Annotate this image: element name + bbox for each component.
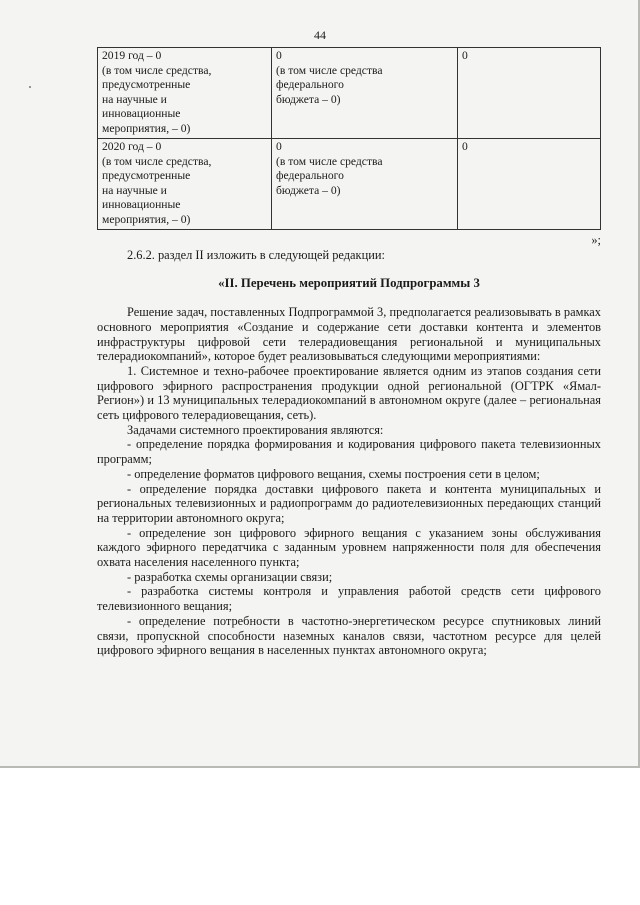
- task-item: - определение форматов цифрового вещания, схемы построения сети в целом;: [127, 466, 540, 481]
- cell-line: на научные и: [102, 92, 167, 106]
- paragraph: Решение задач, поставленных Подпрограммой 3, предполагается реализовывать в рамках основного мероприятия «Создание и содержание сети доставки контента и элементов инфраструктуры цифровой сети телерадиовещания региональной и муниципальных телерадиокомпаний», которое будет реализовываться следующими мероприятиями:: [97, 305, 601, 364]
- cell-line: федерального: [276, 78, 344, 91]
- amendment-line: 2.6.2. раздел II изложить в следующей редакции:: [127, 247, 385, 262]
- cell-line: 0: [462, 49, 468, 62]
- paragraph: 1. Системное и техно-рабочее проектирование является одним из этапов создания сети цифрового эфирного распространения продукции одной региональной (ОГТРК «Ямал-Регион») и 13 муниципальных телерадиокомпаний в автономном округе (далее – региональная сеть цифрового телерадиовещания, сеть).: [97, 363, 601, 423]
- cell-line: на научные и: [102, 183, 167, 197]
- document-body: [97, 233, 601, 658]
- table-cell-federal: [272, 48, 458, 139]
- table-row: [98, 139, 601, 230]
- task-item: - определение порядка формирования и кодирования цифрового пакета телевизионных программ;: [97, 437, 601, 467]
- table-cell-year: [98, 139, 272, 230]
- scan-speck: [29, 86, 31, 88]
- task-item: - определение зон цифрового эфирного вещания с указанием зоны обслуживания каждого эфирного передатчика с заданным уровнем напряженности поля для обеспечения охвата населения населенного пункта;: [97, 525, 601, 570]
- table-row: [98, 48, 601, 139]
- cell-line: 2020 год – 0: [102, 140, 162, 153]
- task-item: - разработка схемы организации связи;: [127, 569, 333, 584]
- cell-line: федерального: [276, 169, 344, 182]
- table-cell-value: [458, 48, 601, 139]
- cell-line: мероприятия, – 0): [102, 212, 191, 226]
- table-cell-year: [98, 48, 272, 139]
- cell-line: инновационные: [102, 198, 181, 211]
- cell-line: 0: [276, 140, 282, 153]
- page-number: 44: [314, 28, 326, 42]
- cell-line: (в том числе средства,: [102, 154, 212, 168]
- task-item: - определение потребности в частотно-энергетическом ресурсе спутниковых линий связи, пропускной способности наземных каналов связи, частотном ресурсе для целей цифрового эфирного вещания в населенных пунктах автономного округа;: [97, 613, 601, 658]
- task-item: - определение порядка доставки цифрового пакета и контента муниципальных и региональных телевизионных и радиопрограмм до радиотелевизионных передающих станций на территории автономного округа;: [97, 481, 601, 525]
- cell-line: 2019 год – 0: [102, 49, 162, 62]
- cell-line: предусмотренные: [102, 169, 191, 182]
- cell-line: (в том числе средства: [276, 154, 383, 168]
- cell-line: 0: [276, 49, 282, 62]
- table-cell-federal: [272, 139, 458, 230]
- cell-line: бюджета – 0): [276, 183, 341, 197]
- quote-close: »;: [591, 233, 601, 247]
- section-heading: «II. Перечень мероприятий Подпрограммы 3: [218, 276, 480, 291]
- cell-line: мероприятия, – 0): [102, 121, 191, 135]
- funding-table: [97, 47, 601, 230]
- paragraph: Задачами системного проектирования являются:: [127, 422, 384, 437]
- table-cell-value: [458, 139, 601, 230]
- task-item: - разработка системы контроля и управления работой средств сети цифрового телевизионного вещания;: [97, 584, 601, 614]
- cell-line: инновационные: [102, 107, 181, 120]
- cell-line: (в том числе средства: [276, 63, 383, 77]
- cell-line: бюджета – 0): [276, 92, 341, 106]
- cell-line: 0: [462, 140, 468, 153]
- cell-line: предусмотренные: [102, 78, 191, 91]
- cell-line: (в том числе средства,: [102, 63, 212, 77]
